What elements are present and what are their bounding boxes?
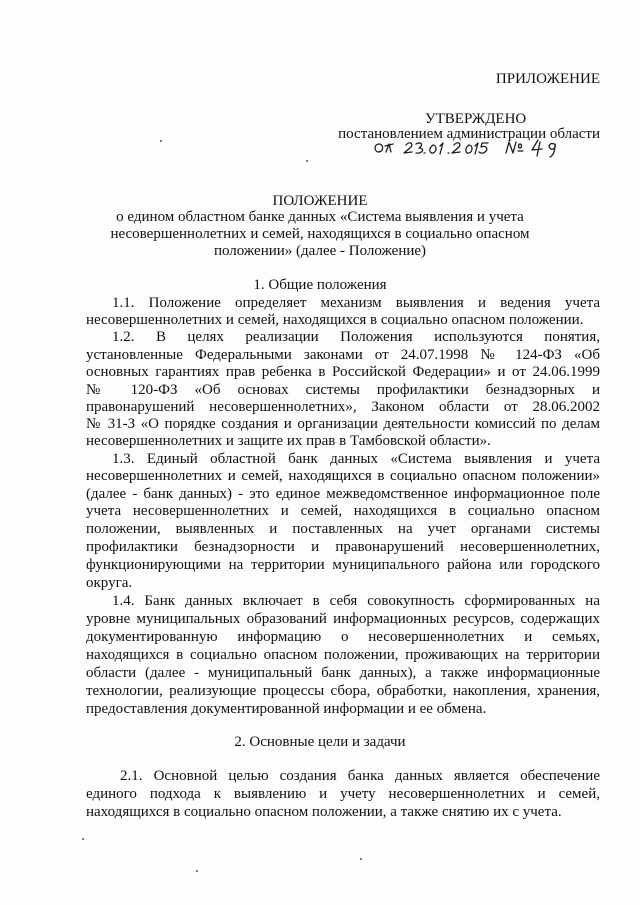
scan-speck — [196, 870, 198, 872]
title-line: несовершеннолетних и семей, находящихся в социально опасном — [110, 226, 530, 242]
paragraph-line: профилактики безнадзорности и правонарушений несовершеннолетних, — [86, 539, 600, 555]
paragraph-line: установленные Федеральными законами от 24.07.1998 № 124-ФЗ «Об — [86, 347, 600, 363]
title-line: положении» (далее - Положение) — [213, 243, 427, 259]
paragraph-line: функционирующими на территории муниципального района или городского — [86, 557, 600, 573]
section-heading: 2. Основные цели и задачи — [234, 734, 406, 750]
approved-by: постановлением администрации области — [338, 126, 600, 142]
paragraph-line: документированную информацию о несовершеннолетних и семьях, — [86, 629, 600, 645]
title-line: о едином областном банке данных «Система выявления и учета — [116, 209, 524, 225]
paragraph-line: 1.3. Единый областной банк данных «Система выявления и учета — [112, 451, 600, 467]
scan-speck — [306, 160, 308, 162]
paragraph-line: предоставления документированной информации и ее обмена. — [86, 701, 487, 717]
paragraph-line: находящихся в социально опасном положении, а также снятию их с учета. — [86, 804, 562, 820]
approved-label: УТВЕРЖДЕНО — [425, 111, 527, 127]
scan-speck — [82, 838, 84, 840]
paragraph-line: 1.4. Банк данных включает в себя совокупность сформированных на — [112, 593, 600, 609]
paragraph-line: несовершеннолетних и защите их прав в Тамбовской области». — [86, 433, 491, 449]
paragraph-line: (далее - банк данных) - это единое межведомственное информационное поле — [86, 486, 600, 502]
appendix-label: ПРИЛОЖЕНИЕ — [495, 71, 600, 87]
paragraph-line: области (далее - муниципальный банк данных), а также информационные — [86, 665, 600, 681]
paragraph-line: учета несовершеннолетних и семей, находящихся в социально опасном — [86, 503, 600, 519]
paragraph-line: уровне муниципальных образований информационных ресурсов, содержащих — [86, 611, 600, 627]
paragraph-line: технологии, реализующие процессы сбора, обработки, накопления, хранения, — [86, 683, 600, 699]
section-heading: 1. Общие положения — [253, 277, 387, 293]
scan-speck — [160, 140, 162, 142]
paragraph-line: правонарушений несовершеннолетних», Законом области от 28.06.2002 — [86, 399, 600, 415]
scan-speck — [360, 858, 362, 860]
paragraph-line: 1.1. Положение определяет механизм выявления и ведения учета — [112, 295, 600, 311]
paragraph-line: несовершеннолетних и семей, находящихся в социально опасном положении» — [86, 468, 600, 484]
paragraph-line: основных гарантиях прав ребенка в Российской Федерации» и от 24.06.1999 — [86, 364, 600, 380]
paragraph-line: № 120-ФЗ «Об основах системы профилактики безнадзорных и — [86, 382, 600, 398]
paragraph-line: несовершеннолетних и семей, находящихся в социально опасном положении. — [86, 312, 584, 328]
paragraph-line: 1.2. В целях реализации Положения используются понятия, — [112, 329, 600, 345]
paragraph-line: единого подхода к выявлению и учету несовершеннолетних и семей, — [86, 786, 600, 802]
paragraph-line: № 31-З «О порядке создания и организации деятельности комиссий по делам — [86, 416, 600, 432]
paragraph-line: округа. — [86, 575, 133, 591]
paragraph-line: находящихся в социально опасном положении, проживающих на территории — [86, 647, 600, 663]
paragraph-line: 2.1. Основной целью создания банка данных является обеспечение — [120, 768, 600, 784]
handwritten-decree-ref — [372, 134, 572, 160]
paragraph-line: положении, выявленных и поставленных на учет органами системы — [86, 521, 600, 537]
document-title: ПОЛОЖЕНИЕ — [272, 193, 368, 209]
